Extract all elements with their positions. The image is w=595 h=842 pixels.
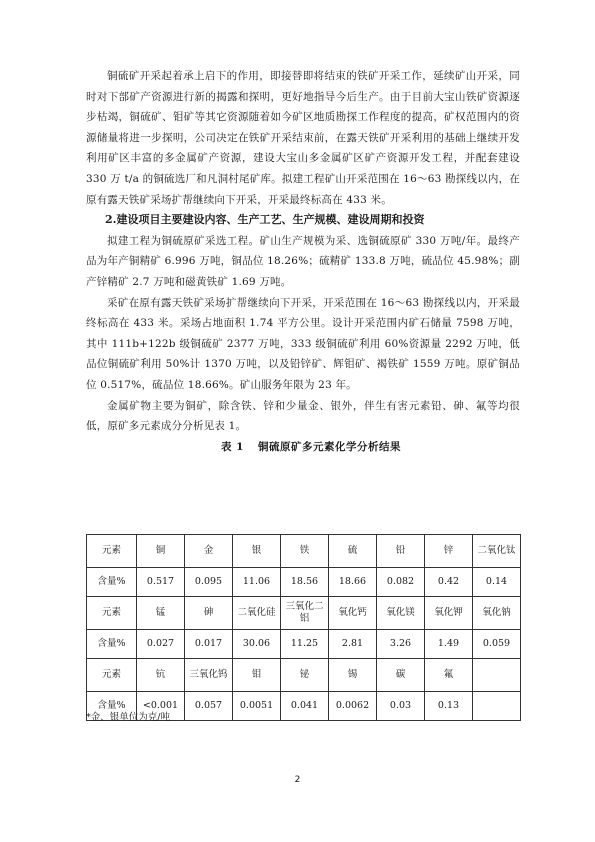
table-cell: 钪 [137, 659, 185, 692]
table-row-header: 含量% [87, 692, 137, 721]
table-cell: 0.42 [425, 568, 473, 597]
table-row [87, 597, 521, 630]
table-cell: 砷 [185, 597, 233, 630]
table-cell: 氟 [425, 659, 473, 692]
table-cell: 1.49 [425, 630, 473, 659]
table-row [87, 659, 521, 692]
table-cell: 铜 [137, 535, 185, 568]
table-cell: <0.001 [137, 692, 185, 721]
table-cell: 铁 [281, 535, 329, 568]
table-cell: 11.06 [233, 568, 281, 597]
table-row [87, 568, 521, 597]
table-cell: 0.14 [473, 568, 521, 597]
table-cell: 硫 [329, 535, 377, 568]
table-cell: 氧化钠 [473, 597, 521, 630]
table-row-header: 含量% [87, 568, 137, 597]
paragraph-mining: 采矿在原有露天铁矿采场扩帮继续向下开采，开采范围在 16～63 勘探线以内，开采最终标高在 433 米。采场占地面积 1.74 平方公里。设计开采范围内矿石储量 7598 万吨，其中 111b+122b 级铜硫矿 2377 万吨，333 级铜硫矿利用 60%资源量 2292 万吨，低品位铜硫矿利用 50%计 1370 万吨，以及铅锌矿、辉钼矿、褐铁矿 1559 万吨。原矿铜品位 0.517%，硫品位 18.66%。矿山服务年限为 23 年。 [86, 296, 520, 391]
table-cell: 氧化钾 [425, 597, 473, 630]
table-cell: 0.0062 [329, 692, 377, 721]
table-cell: 0.082 [377, 568, 425, 597]
table-cell: 铅 [377, 535, 425, 568]
table-cell: 0.027 [137, 630, 185, 659]
table-cell: 3.26 [377, 630, 425, 659]
table-cell: 0.059 [473, 630, 521, 659]
paragraph-intro: 铜硫矿开采起着承上启下的作用，即接替即将结束的铁矿开采工作，延续矿山开采，同时对下部矿产资源进行新的揭露和探明，更好地指导今后生产。由于目前大宝山铁矿资源逐步枯竭，铜硫矿、钼矿等其它资源随着如今矿区地质勘探工作程度的提高，矿权范围内的资源储量将进一步探明，公司决定在铁矿开采结束前，在露天铁矿开采利用的基础上继续开发利用矿区丰富的多金属矿产资源，建设大宝山多金属矿区矿产资源开发工程，并配套建设 330 万 t/a 的铜硫选厂和凡洞村尾矿库。拟建工程矿山开采范围在 16～63 勘探线以内，在原有露天铁矿采场扩帮继续向下开采，开采最终标高在 433 米。 [86, 70, 520, 206]
table-caption [86, 439, 520, 455]
table-cell: 0.03 [377, 692, 425, 721]
table-cell: 钼 [233, 659, 281, 692]
table-cell: 碳 [377, 659, 425, 692]
table-row-header: 含量% [87, 630, 137, 659]
table-cell: 0.041 [281, 692, 329, 721]
table-cell: 2.81 [329, 630, 377, 659]
paragraph-project-scope: 拟建工程为铜硫原矿采选工程。矿山生产规模为采、选铜硫原矿 330 万吨/年。最终产品为年产铜精矿 6.996 万吨，铜品位 18.26%；硫精矿 133.8 万吨，硫品位 45.98%；副产锌精矿 2.7 万吨和磁黄铁矿 1.69 万吨。 [86, 234, 520, 288]
table-caption-number: 表 1 [221, 440, 244, 453]
table-cell: 三氧化钨 [185, 659, 233, 692]
table-row-header: 元素 [87, 659, 137, 692]
table-cell: 0.517 [137, 568, 185, 597]
section-heading: 2.建设项目主要建设内容、生产工艺、生产规模、建设周期和投资 [105, 213, 425, 227]
table-cell: 18.56 [281, 568, 329, 597]
table-cell: 铋 [281, 659, 329, 692]
table-cell [473, 659, 521, 692]
table-row-header: 元素 [87, 597, 137, 630]
table-cell: 锡 [329, 659, 377, 692]
document-body [86, 66, 520, 457]
table-cell: 0.13 [425, 692, 473, 721]
table-cell: 30.06 [233, 630, 281, 659]
table-cell: 金 [185, 535, 233, 568]
table-cell: 0.017 [185, 630, 233, 659]
table-row-header: 元素 [87, 535, 137, 568]
table-note: *金、银单位为克/吨 [86, 712, 170, 723]
table-cell: 11.25 [281, 630, 329, 659]
table-cell: 银 [233, 535, 281, 568]
page-number: 2 [294, 775, 301, 785]
table-cell: 三氧化二铝 [281, 597, 329, 630]
table-cell: 18.66 [329, 568, 377, 597]
table-cell: 0.095 [185, 568, 233, 597]
table-cell: 0.0051 [233, 692, 281, 721]
table-cell: 0.057 [185, 692, 233, 721]
table-cell: 锰 [137, 597, 185, 630]
table-caption-title: 铜硫原矿多元素化学分析结果 [257, 440, 401, 453]
table-cell: 二氧化钛 [473, 535, 521, 568]
table-row [87, 535, 521, 568]
table-cell: 氧化镁 [377, 597, 425, 630]
table-row [87, 630, 521, 659]
paragraph-minerals: 金属矿物主要为铜矿，除含铁、锌和少量金、银外，伴生有害元素铅、砷、氟等均很低，原矿多元素成分分析见表 1。 [86, 399, 520, 433]
table-cell: 二氧化硅 [233, 597, 281, 630]
element-analysis-table [86, 534, 521, 721]
table-cell [473, 692, 521, 721]
table-cell: 氧化钙 [329, 597, 377, 630]
table-cell: 锌 [425, 535, 473, 568]
